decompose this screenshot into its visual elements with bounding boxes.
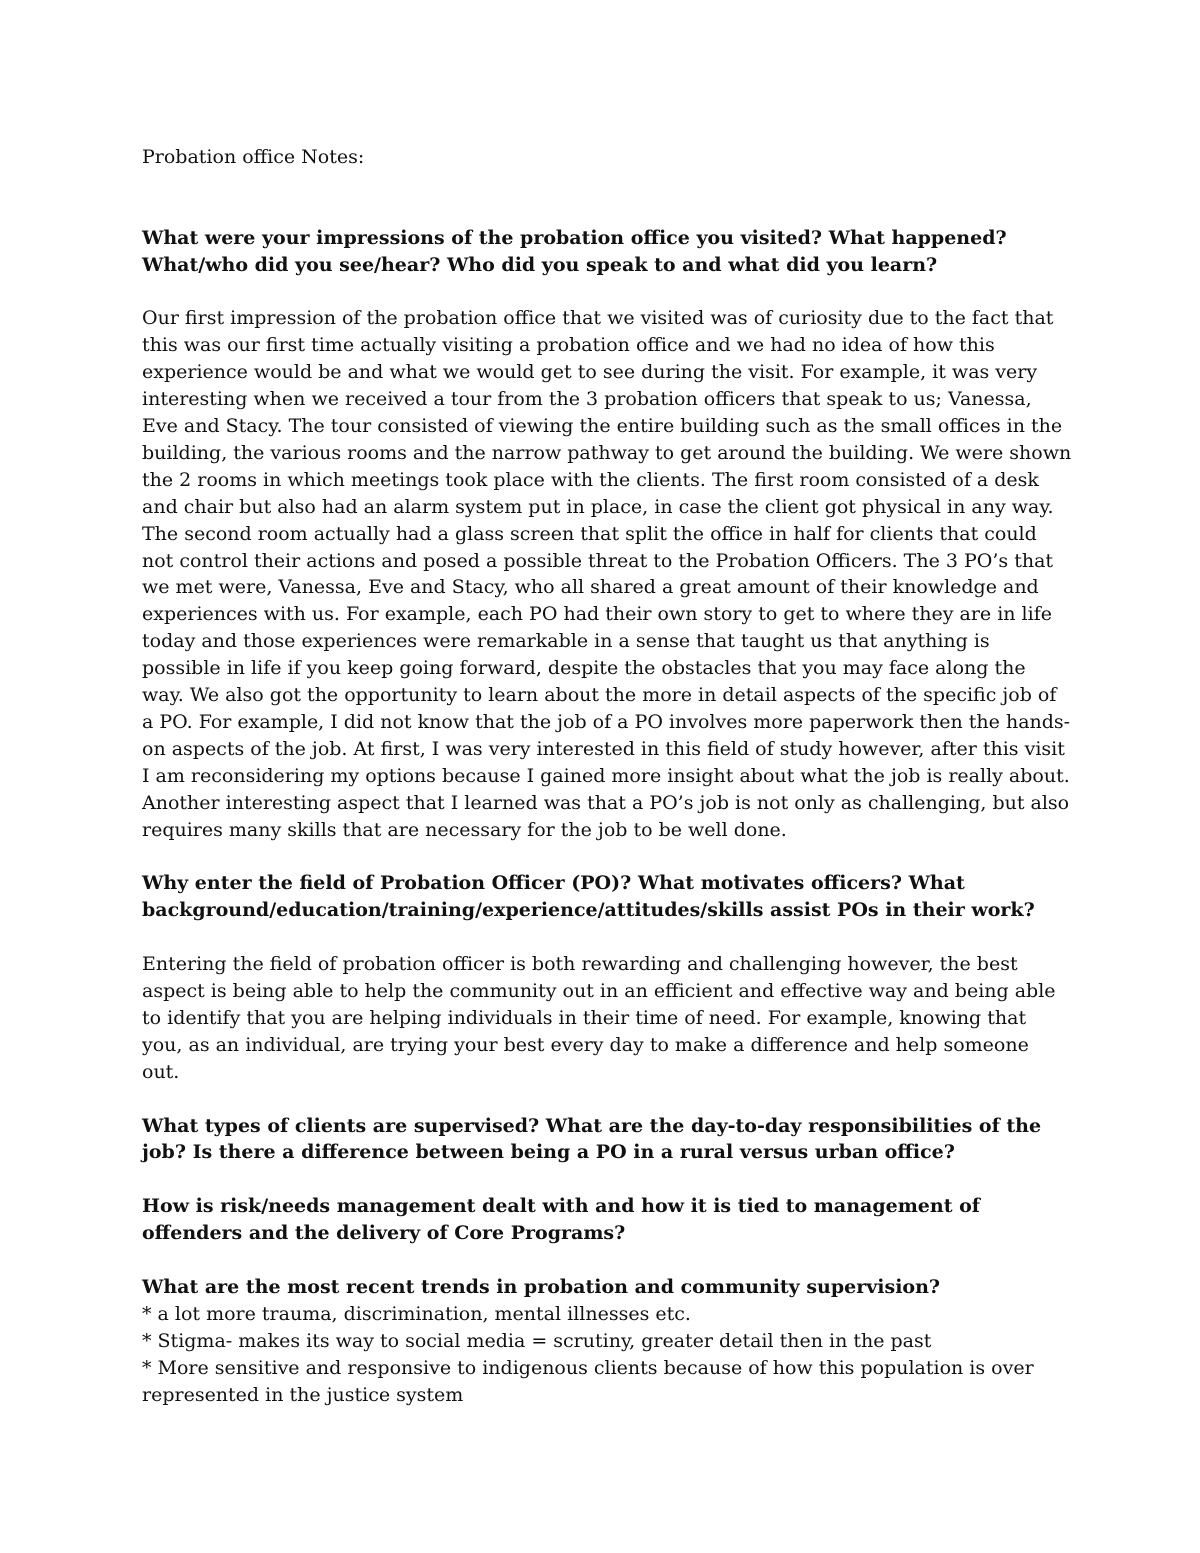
- question-risk-needs: How is risk/needs management dealt with and how it is tied to management of offenders and the delivery of Core Programs?: [142, 1195, 980, 1245]
- question-recent-trends: What are the most recent trends in probation and community supervision?: [142, 1275, 941, 1298]
- list-item: * a lot more trauma, discrimination, mental illnesses etc.: [142, 1302, 691, 1325]
- list-item: * Stigma- makes its way to social media = scrutiny, greater detail then in the past: [142, 1329, 932, 1352]
- question-why-enter-field: Why enter the field of Probation Officer (PO)? What motivates officers? What background/education/training/experience/attitudes/skills assist POs in their work?: [142, 872, 1035, 922]
- document-body: [142, 144, 1072, 1408]
- trends-list: [142, 1301, 1072, 1409]
- answer-impressions: Our first impression of the probation office that we visited was of curiosity due to the fact that this was our first time actually visiting a probation office and we had no idea of how this experience would be and what we would get to see during the visit. For example, it was very interesting when we received a tour from the 3 probation officers that speak to us; Vanessa, Eve and Stacy. The tour consisted of viewing the entire building such as the small offices in the building, the various rooms and the narrow pathway to get around the building. We were shown the 2 rooms in which meetings took place with the clients. The first room consisted of a desk and chair but also had an alarm system put in place, in case the client got physical in any way. The second room actually had a glass screen that split the office in half for clients that could not control their actions and posed a possible threat to the Probation Officers. The 3 PO’s that we met were, Vanessa, Eve and Stacy, who all shared a great amount of their knowledge and experiences with us. For example, each PO had their own story to get to where they are in life today and those experiences were remarkable in a sense that taught us that anything is possible in life if you keep going forward, despite the obstacles that you may face along the way. We also got the opportunity to learn about the more in detail aspects of the specific job of a PO. For example, I did not know that the job of a PO involves more paperwork then the hands-on aspects of the job. At first, I was very interested in this field of study however, after this visit I am reconsidering my options because I gained more insight about what the job is really about. Another interesting aspect that I learned was that a PO’s job is not only as challenging, but also requires many skills that are necessary for the job to be well done.: [142, 307, 1072, 841]
- document-title: Probation office Notes:: [142, 146, 365, 168]
- answer-why-enter-field: Entering the field of probation officer is both rewarding and challenging however, the best aspect is being able to help the community out in an efficient and effective way and being able to identify that you are helping individuals in their time of need. For example, knowing that you, as an individual, are trying your best every day to make a difference and help someone out.: [142, 953, 1056, 1083]
- question-client-types: What types of clients are supervised? What are the day-to-day responsibilities of the job? Is there a difference between being a PO in a rural versus urban office?: [142, 1114, 1042, 1164]
- question-impressions: What were your impressions of the probation office you visited? What happened? What/who did you see/hear? Who did you speak to and what did you learn?: [142, 226, 1007, 276]
- list-item: * More sensitive and responsive to indigenous clients because of how this population is over represented in the justice system: [142, 1356, 1034, 1406]
